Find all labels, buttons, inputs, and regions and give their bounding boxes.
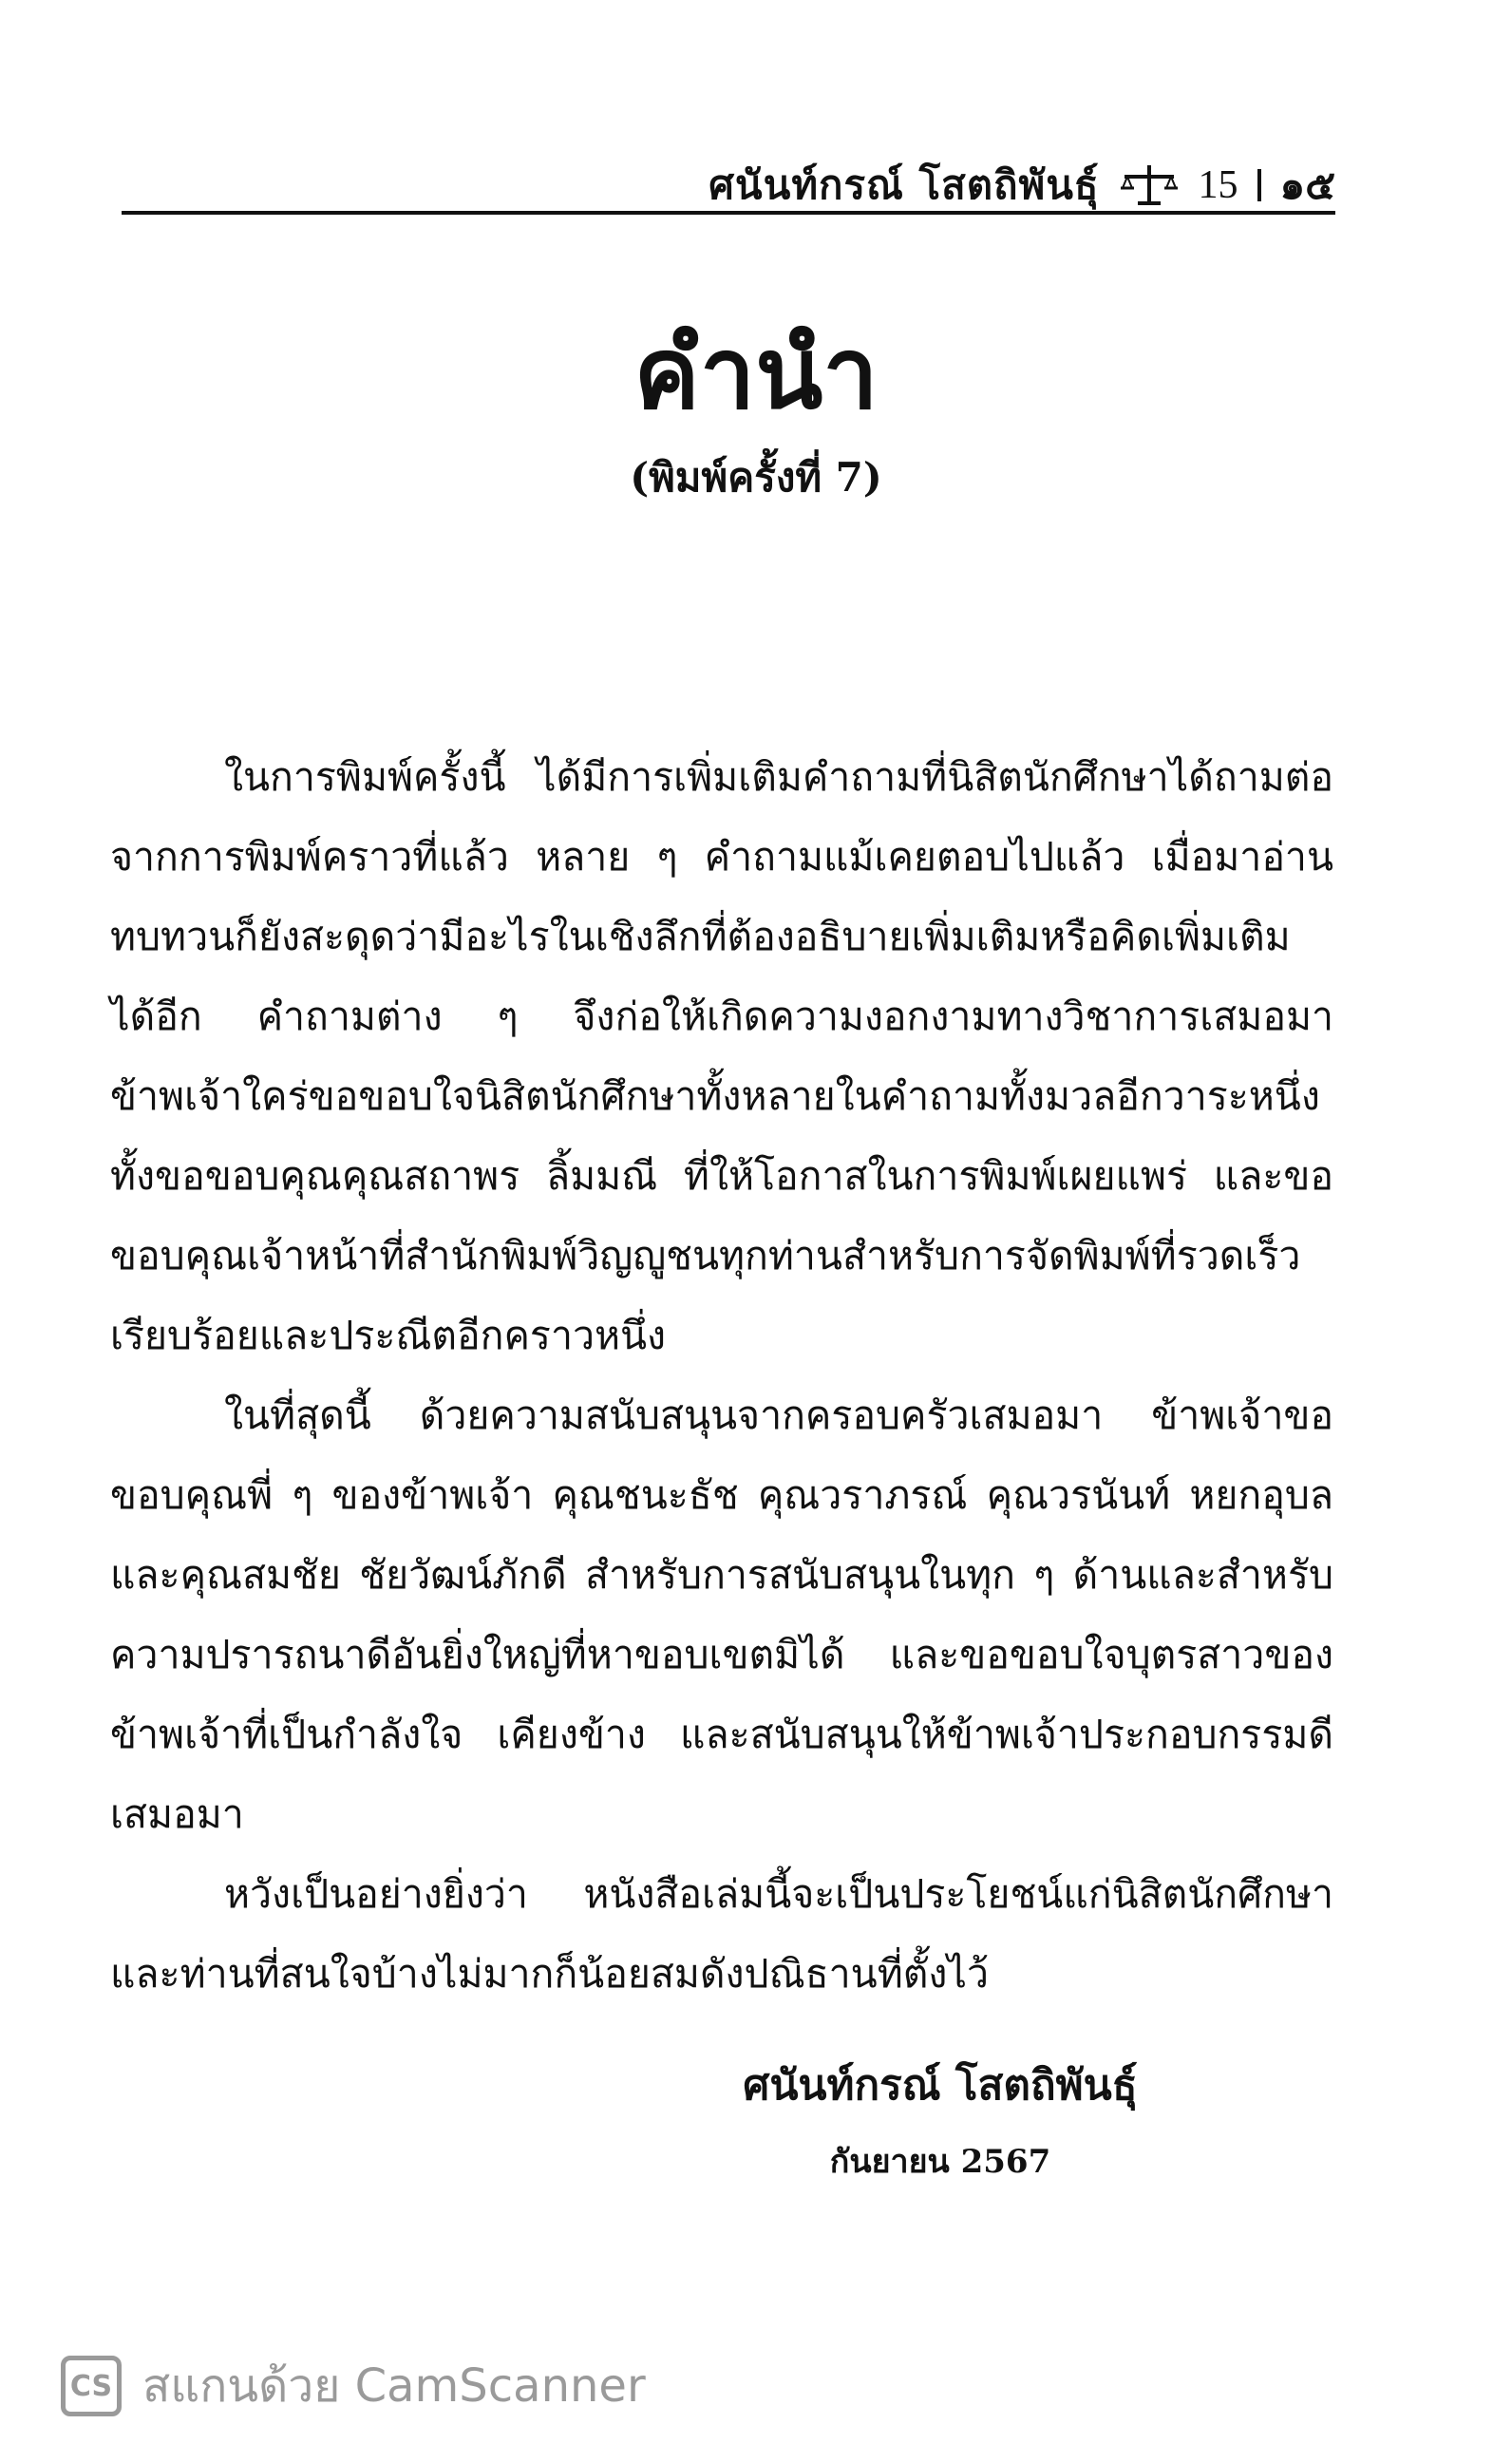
header-row [709,154,1335,217]
paragraph-1: ในการพิมพ์ครั้งนี้ ได้มีการเพิ่มเติมคำถามที่นิสิตนักศึกษาได้ถามต่อจากการพิมพ์คราวที่แล้ว หลาย ๆ คำถามแม้เคยตอบไปแล้ว เมื่อมาอ่านทบทวนก็ยังสะดุดว่ามีอะไรในเชิงลึกที่ต้องอธิบายเพิ่มเติมหรือคิดเพิ่มเติมได้อีก คำถามต่าง ๆ จึงก่อให้เกิดความงอกงามทางวิชาการเสมอมา ข้าพเจ้าใคร่ขอขอบใจนิสิตนักศึกษาทั้งหลายในคำถามทั้งมวลอีกวาระหนึ่ง ทั้งขอขอบคุณคุณสถาพร ลิ้มมณี ที่ให้โอกาสในการพิมพ์เผยแพร่ และขอขอบคุณเจ้าหน้าที่สำนักพิมพ์วิญญูชนทุกท่านสำหรับการจัดพิมพ์ที่รวดเร็วเรียบร้อยและประณีตอีกคราวหนึ่ง [110,754,1333,1358]
page-title: คำนำ [633,314,879,431]
signature-date: กันยายน 2567 [829,2143,1051,2181]
body-text [110,737,1333,2014]
page-number-thai: ๑๕ [1279,161,1335,208]
paragraph-2: ในที่สุดนี้ ด้วยความสนับสนุนจากครอบครัวเสมอมา ข้าพเจ้าขอขอบคุณพี่ ๆ ของข้าพเจ้า คุณชนะธัช คุณวราภรณ์ คุณวรนันท์ หยกอุบล และคุณสมชัย ชัยวัฒน์ภักดี สำหรับการสนับสนุนในทุก ๆ ด้านและสำหรับความปรารถนาดีอันยิ่งใหญ่ที่หาขอบเขตมิได้ และขอขอบใจบุตรสาวของข้าพเจ้าที่เป็นกำลังใจ เคียงข้าง และสนับสนุนให้ข้าพเจ้าประกอบกรรมดีเสมอมา [110,1392,1333,1837]
header-author: ศนันท์กรณ์ โสตถิพันธุ์ [709,161,1100,208]
signature-name: ศนันท์กรณ์ โสตถิพันธุ์ [743,2061,1138,2110]
running-header [122,142,1335,217]
header-separator [1257,169,1261,201]
page-number: 15 [1198,163,1238,207]
camscanner-logo-icon: CS [61,2356,122,2416]
header-rule [122,211,1335,215]
paragraph-3: หวังเป็นอย่างยิ่งว่า หนังสือเล่มนี้จะเป็นประโยชน์แก่นิสิตนักศึกษาและท่านที่สนใจบ้างไม่มากก็น้อยสมดังปณิธานที่ตั้งไว้ [110,1871,1333,1997]
watermark-text: สแกนด้วย CamScanner [142,2359,646,2413]
page-subtitle: (พิมพ์ครั้งที่ 7) [630,454,882,501]
camscanner-watermark [61,2350,646,2422]
scales-icon [1119,161,1180,209]
signature-block [722,2052,1159,2187]
